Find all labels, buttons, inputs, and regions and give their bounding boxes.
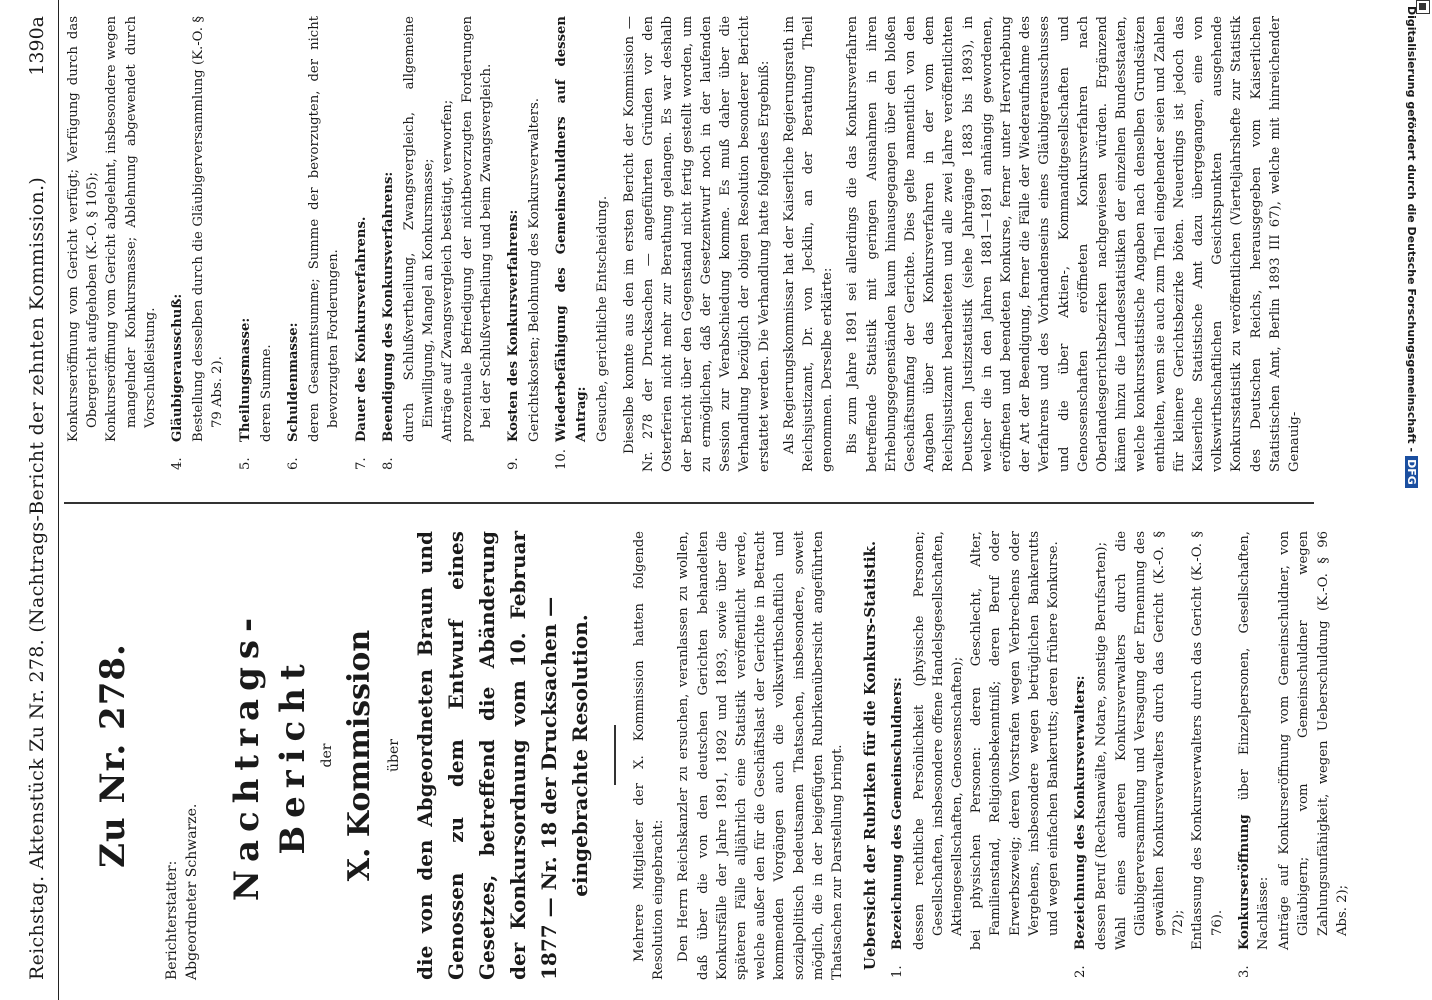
rubric-subitem: Bestellung desselben durch die Gläubigerversammlung (K.-O. § 79 Abs. 2). — [191, 16, 226, 442]
rapporteur-label: Berichterstatter: — [164, 860, 180, 980]
rubric-item-3 — [1235, 531, 1273, 980]
resolution-text: Den Herrn Reichskanzler zu ersuchen, veranlassen zu wollen, daß über die von den deutschen Gerichten behandelten Konkursfälle der Jahre 1891, 1892 und 1893, sowie über die späteren Fälle alljährlich eine Statistik veröffentlicht werde, welche außer den für die Geschäftslast der Gerichte in Betracht kommenden Vorgängen auch die volkswirthschaftlich und sozialpolitisch bedeutsamen Thatsachen, insbesondere, soweit möglich, die in der beigefügten Rubrikenübersicht angeführten Thatsachen zur Darstellung bringt. — [676, 531, 845, 980]
right-column — [64, 0, 1324, 492]
section-rule — [614, 726, 616, 786]
rubric-subitem: Anträge auf Konkurseröffnung vom Gemeinschuldner, von Gläubigern; vom Gemeinschuldner wegen Zahlungsunfähigkeit, wegen Ueberschuldung (K.-O. § 96 Abs. 2); — [1277, 531, 1350, 950]
rubric-subitem: dessen Beruf (Rechtsanwälte, Notare, sonstige Berufsarten); — [1094, 541, 1110, 950]
rubric-subitem: prozentuale Befriedigung der nichtbevorzugten Forderungen bei der Schlußvertheilung und beim Zwangsvergleich. — [459, 16, 494, 442]
dfg-logo: DFG — [1405, 456, 1418, 488]
running-header — [20, 0, 59, 1000]
digitization-credit — [1405, 6, 1418, 488]
rapporteur-name: Abgeordneter Schwarze. — [184, 803, 200, 980]
item-label: Bezeichnung des Gemeinschuldners: — [890, 677, 906, 950]
item-number: 2. — [1073, 965, 1089, 978]
rubric-item-8 — [379, 16, 398, 472]
item-label: Dauer des Konkursverfahrens. — [353, 216, 369, 442]
rubric-item-5 — [236, 16, 255, 472]
corner-registration-mark — [1416, 0, 1430, 14]
rubric-item-4 — [168, 16, 187, 472]
item-label: Schuldenmasse: — [286, 322, 302, 442]
rubric-item-2 — [1071, 531, 1090, 980]
rubrics-heading: Uebersicht der Rubriken für die Konkurs-Statistik. — [861, 540, 880, 971]
rubric-subitem: Anträge auf Zwangsvergleich bestätigt, verworfen; — [440, 99, 456, 442]
rubric-subitem: Konkurseröffnung vom Gericht verfügt; Verfügung durch das Obergericht aufgehoben (K.-O. § 105); — [66, 16, 101, 442]
item-label: Gläubigerausschuß: — [170, 293, 186, 442]
item-label: Wiederbefähigung des Gemeinschuldners auf dessen Antrag: — [554, 16, 589, 442]
title-connector-ueber: über — [386, 739, 403, 772]
item-number: 7. — [353, 457, 369, 470]
header-title: Reichstag. Aktenstück Zu Nr. 278. (Nachtrags-Bericht der zehnten Kommission.) — [26, 176, 48, 980]
item-text: über Einzelpersonen, Gesellschaften, Nachlässe: — [1236, 531, 1271, 950]
body-paragraph: Dieselbe konnte aus den im ersten Bericht der Kommission — Nr. 278 der Drucksachen — angeführten Gründen vor den Osterferien nicht mehr zur Berathung gelangen. Es war deshalb der Bericht über den Gegenstand nicht fertig gestellt worden, um zu ermöglichen, daß der Gesetzentwurf noch in der laufenden Session zur Verabschiedung komme. Es muß daher über die Verhandlung bezüglich der obigen Resolution besonderer Bericht erstattet werden. Die Verhandlung hatte folgendes Ergebniß: — [622, 16, 772, 472]
item-number: 1. — [890, 965, 906, 978]
report-subject: die von den Abgeordneten Braun und Genossen zu dem Entwurf eines Gesetzes, betreffend die Abänderung der Konkursordnung vom 10. Februar 1877 — Nr. 18 der Drucksachen — — [413, 531, 562, 980]
rubric-subitem: deren Summe. — [258, 344, 274, 442]
rubric-subitem: Gesuche, gerichtliche Entscheidung. — [594, 195, 610, 442]
column-divider — [64, 503, 1314, 505]
item-number: 3. — [1236, 965, 1252, 978]
report-title: Nachtrags-Bericht — [227, 609, 313, 902]
item-label: Beendigung des Konkursverfahrens: — [380, 171, 396, 442]
rubric-subitem: Entlassung des Konkursverwalters durch das Gericht (K.-O. § 76). — [1190, 531, 1225, 950]
body-paragraph: Als Regierungskommissar hat der Kaiserliche Regierungsrath im Reichsjustizamt, Dr. von Jecklin, an der Berathung Theil genommen. Derselbe erklärte: — [781, 16, 836, 472]
item-label: Theilungsmasse: — [237, 317, 253, 442]
item-label: Bezeichnung des Konkursverwalters: — [1073, 675, 1089, 950]
body-paragraph: Bis zum Jahre 1891 sei allerdings die das Konkursverfahren betreffende Statistik mit geringen Ausnahmen in ihren Erhebungsgegenständen kaum hinausgegangen über den bloßen Geschäftsumfang der Gerichte. Dies gelte namentlich von den Angaben über das Konkursverfahren in der vom dem Reichsjustizamt bearbeiteten und alle zwei Jahre veröffentlichten Deutschen Justizstatistik (siehe Jahrgänge 1883 bis 1893), in welcher die in den Jahren 1881—1891 anhängig gewordenen, eröffneten und beendeten Konkurse, ferner unter Hervorhebung der Art der Beendigung, ferner die Fälle der Wiederaufnahme des Verfahrens und des Vorhandenseins eines Gläubigerausschusses und die über Aktien-, Kommanditgesellschaften und Genossenschaften eröffneten Konkursverfahren nach Oberlandesgerichtsbezirken nachgewiesen würden. Ergänzend kämen hinzu die Landesstatistiken der einzelnen Bundesstaaten, welche konkursstatistische Angaben nach denselben Grundsätzen enthielten, wenn sie auch zum Theil eingehender seien und Zahlen für kleinere Gerichtsbezirke böten. Neuerdings ist jedoch das Kaiserliche Statistische Amt dazu übergegangen, eine von volkswirthschaftlichen Gesichtspunkten ausgehende Konkursstatistik zu veröffentlichen (Vierteljahrshefte zur Statistik des Deutschen Reichs, herausgegeben vom Kaiserlichen Statistischen Amt, Berlin 1893 III 67), welche mit hinreichender Genauig- — [845, 16, 1302, 472]
intro-paragraph: Mehrere Mitglieder der X. Kommission hatten folgende Resolution eingebracht: — [631, 531, 667, 980]
item-number: 5. — [237, 457, 253, 470]
rubric-subitem: dessen rechtliche Persönlichkeit (physische Personen; Gesellschaften, insbesondere offene Handelsgesellschaften, Aktiengesellschaften, Genossenschaften); — [911, 531, 965, 950]
report-subject-end: eingebrachte Resolution. — [568, 614, 593, 897]
rubric-item-9 — [504, 16, 523, 472]
rubric-item-10 — [552, 16, 590, 472]
item-number: 10. — [554, 449, 570, 470]
item-number: 8. — [380, 457, 396, 470]
rubric-subitem: Konkurseröffnung vom Gericht abgelehnt, insbesondere wegen mangelnder Konkursmasse; Ablehnung abgewendet durch Vorschußleistung. — [104, 16, 158, 442]
rubric-subitem: durch Schlußvertheilung, Zwangsvergleich, allgemeine Einwilligung, Mangel an Konkursmasse; — [402, 16, 437, 442]
item-number: 4. — [170, 457, 186, 470]
rubric-item-6 — [284, 16, 303, 472]
rubric-subitem: bei physischen Personen: deren Geschlecht, Alter, Familienstand, Religionsbekenntniß; deren Beruf oder Erwerbszweig; deren Vorstrafen wegen Verbrechens oder Vergehens, insbesondere wegen betrüglichen Bankerutts und wegen einfachen Bankerutts; deren frühere Konkurse. — [969, 531, 1061, 950]
commission-title: X. Kommission — [342, 629, 378, 882]
rubric-subitem: Gerichtskosten; Belohnung des Konkursverwalters. — [527, 98, 543, 442]
rubric-subitem: Wahl eines anderen Konkursverwalters durch die Gläubigerversammlung und Versagung der Ernennung des gewählten Konkursverwalters durch das Gericht (K.-O. § 72); — [1113, 531, 1187, 950]
digitization-credit-text: Digitalisierung gefördert durch die Deutsche Forschungsgemeinschaft - — [1405, 6, 1418, 453]
rubric-subitem: deren Gesammtsumme; Summe der bevorzugten, der nicht bevorzugten Forderungen. — [307, 16, 342, 442]
rubric-item-7 — [352, 16, 371, 472]
document-number-title: Zu Nr. 278. — [93, 643, 133, 868]
item-label: Kosten des Konkursverfahrens: — [506, 209, 522, 442]
left-column — [64, 515, 1350, 1000]
page-number: 1390a — [26, 16, 48, 76]
item-number: 6. — [286, 457, 302, 470]
rubric-item-1 — [888, 531, 907, 980]
item-number: 9. — [506, 457, 522, 470]
rapporteur-block — [162, 531, 202, 980]
title-connector-der: der — [319, 743, 335, 768]
item-label: Konkurseröffnung — [1236, 814, 1252, 950]
